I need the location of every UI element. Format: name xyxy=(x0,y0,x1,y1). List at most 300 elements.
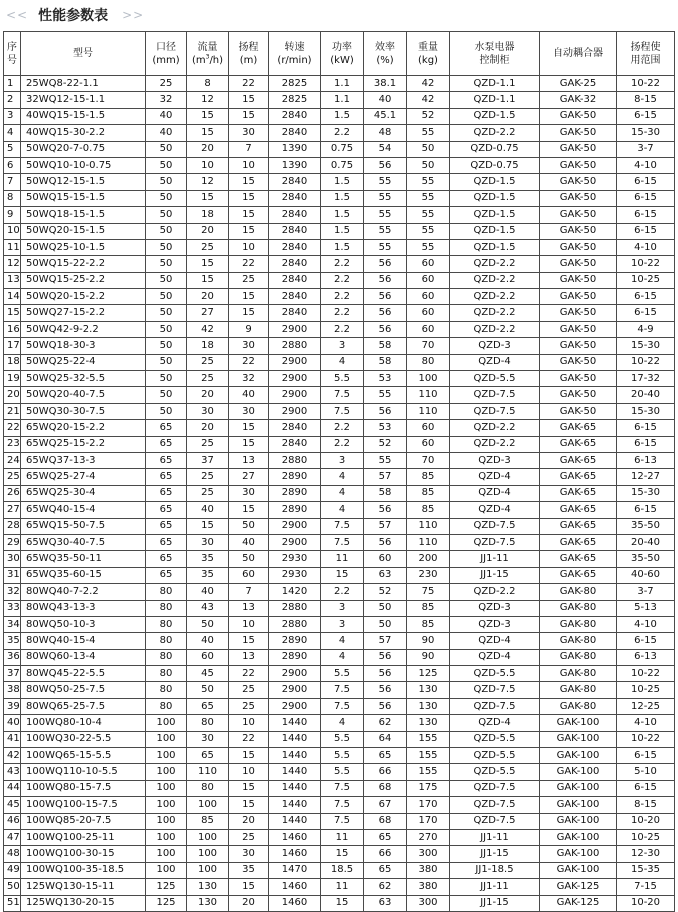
cell-head-range: 4-10 xyxy=(617,157,675,173)
cell-efficiency: 55 xyxy=(364,387,407,403)
cell-head: 7 xyxy=(229,141,269,157)
table-row xyxy=(4,534,675,550)
cell-model: 125WQ130-15-11 xyxy=(21,879,146,895)
cell-model: 80WQ50-25-7.5 xyxy=(21,682,146,698)
cell-control-cabinet: QZD-2.2 xyxy=(450,436,540,452)
cell-head-range: 6-15 xyxy=(617,748,675,764)
cell-caliber: 100 xyxy=(146,748,187,764)
cell-seq: 34 xyxy=(4,616,21,632)
cell-power: 3 xyxy=(321,338,364,354)
cell-efficiency: 65 xyxy=(364,748,407,764)
cell-auto-coupler: GAK-100 xyxy=(540,764,617,780)
cell-weight: 380 xyxy=(407,862,450,878)
cell-caliber: 50 xyxy=(146,174,187,190)
cell-flow: 25 xyxy=(187,436,229,452)
cell-caliber: 50 xyxy=(146,338,187,354)
cell-caliber: 80 xyxy=(146,616,187,632)
cell-head: 15 xyxy=(229,780,269,796)
cell-auto-coupler: GAK-50 xyxy=(540,305,617,321)
cell-seq: 40 xyxy=(4,715,21,731)
cell-head: 40 xyxy=(229,387,269,403)
table-row xyxy=(4,567,675,583)
cell-head-range: 6-15 xyxy=(617,436,675,452)
cell-speed: 2890 xyxy=(269,502,321,518)
cell-auto-coupler: GAK-32 xyxy=(540,92,617,108)
cell-seq: 49 xyxy=(4,862,21,878)
cell-speed: 2840 xyxy=(269,436,321,452)
cell-auto-coupler: GAK-50 xyxy=(540,190,617,206)
cell-seq: 12 xyxy=(4,256,21,272)
cell-speed: 2880 xyxy=(269,616,321,632)
cell-model: 65WQ20-15-2.2 xyxy=(21,420,146,436)
cell-head-range: 15-30 xyxy=(617,338,675,354)
cell-speed: 2900 xyxy=(269,403,321,419)
cell-flow: 20 xyxy=(187,387,229,403)
cell-flow: 35 xyxy=(187,551,229,567)
cell-control-cabinet: QZD-0.75 xyxy=(450,141,540,157)
cell-seq: 25 xyxy=(4,469,21,485)
cell-power: 7.5 xyxy=(321,797,364,813)
cell-auto-coupler: GAK-100 xyxy=(540,780,617,796)
cell-weight: 130 xyxy=(407,698,450,714)
table-row xyxy=(4,108,675,124)
cell-model: 50WQ10-10-0.75 xyxy=(21,157,146,173)
column-header-efficiency xyxy=(364,32,407,76)
cell-model: 100WQ110-10-5.5 xyxy=(21,764,146,780)
cell-head: 7 xyxy=(229,584,269,600)
cell-head: 22 xyxy=(229,354,269,370)
cell-head: 30 xyxy=(229,338,269,354)
cell-flow: 15 xyxy=(187,256,229,272)
cell-auto-coupler: GAK-50 xyxy=(540,321,617,337)
cell-head: 13 xyxy=(229,600,269,616)
cell-flow: 30 xyxy=(187,731,229,747)
cell-power: 4 xyxy=(321,485,364,501)
cell-head-range: 4-9 xyxy=(617,321,675,337)
cell-speed: 2840 xyxy=(269,190,321,206)
cell-seq: 15 xyxy=(4,305,21,321)
cell-model: 80WQ60-13-4 xyxy=(21,649,146,665)
cell-head-range: 10-22 xyxy=(617,731,675,747)
cell-speed: 2880 xyxy=(269,338,321,354)
cell-flow: 100 xyxy=(187,829,229,845)
cell-model: 65WQ25-15-2.2 xyxy=(21,436,146,452)
cell-model: 65WQ37-13-3 xyxy=(21,452,146,468)
cell-auto-coupler: GAK-50 xyxy=(540,174,617,190)
cell-seq: 44 xyxy=(4,780,21,796)
cell-weight: 80 xyxy=(407,354,450,370)
table-header xyxy=(4,32,675,76)
cell-model: 80WQ45-22-5.5 xyxy=(21,666,146,682)
cell-power: 7.5 xyxy=(321,518,364,534)
cell-caliber: 50 xyxy=(146,371,187,387)
cell-efficiency: 58 xyxy=(364,485,407,501)
cell-flow: 12 xyxy=(187,92,229,108)
cell-seq: 17 xyxy=(4,338,21,354)
cell-caliber: 65 xyxy=(146,469,187,485)
cell-flow: 43 xyxy=(187,600,229,616)
cell-seq: 45 xyxy=(4,797,21,813)
cell-seq: 41 xyxy=(4,731,21,747)
cell-power: 0.75 xyxy=(321,157,364,173)
cell-weight: 55 xyxy=(407,174,450,190)
cell-efficiency: 52 xyxy=(364,436,407,452)
cell-speed: 2840 xyxy=(269,272,321,288)
cell-efficiency: 63 xyxy=(364,567,407,583)
cell-efficiency: 66 xyxy=(364,846,407,862)
cell-caliber: 100 xyxy=(146,846,187,862)
table-row xyxy=(4,551,675,567)
cell-control-cabinet: QZD-3 xyxy=(450,616,540,632)
table-row xyxy=(4,731,675,747)
cell-head: 10 xyxy=(229,616,269,632)
cell-model: 40WQ15-15-1.5 xyxy=(21,108,146,124)
cell-model: 40WQ15-30-2.2 xyxy=(21,125,146,141)
cell-efficiency: 56 xyxy=(364,649,407,665)
column-header-weight xyxy=(407,32,450,76)
cell-speed: 1460 xyxy=(269,829,321,845)
cell-speed: 2840 xyxy=(269,174,321,190)
cell-head-range: 10-22 xyxy=(617,256,675,272)
cell-head: 15 xyxy=(229,879,269,895)
cell-auto-coupler: GAK-50 xyxy=(540,239,617,255)
cell-head-range: 6-13 xyxy=(617,452,675,468)
cell-flow: 27 xyxy=(187,305,229,321)
cell-caliber: 65 xyxy=(146,436,187,452)
cell-model: 50WQ42-9-2.2 xyxy=(21,321,146,337)
cell-control-cabinet: QZD-4 xyxy=(450,633,540,649)
cell-control-cabinet: QZD-1.1 xyxy=(450,92,540,108)
cell-caliber: 65 xyxy=(146,502,187,518)
table-row xyxy=(4,256,675,272)
cell-model: 65WQ30-40-7.5 xyxy=(21,534,146,550)
cell-model: 100WQ85-20-7.5 xyxy=(21,813,146,829)
cell-efficiency: 65 xyxy=(364,862,407,878)
cell-auto-coupler: GAK-50 xyxy=(540,354,617,370)
cell-seq: 7 xyxy=(4,174,21,190)
cell-efficiency: 57 xyxy=(364,518,407,534)
cell-flow: 15 xyxy=(187,518,229,534)
table-row xyxy=(4,92,675,108)
cell-power: 2.2 xyxy=(321,272,364,288)
cell-model: 50WQ20-15-2.2 xyxy=(21,289,146,305)
cell-flow: 50 xyxy=(187,616,229,632)
column-header-power xyxy=(321,32,364,76)
table-row xyxy=(4,633,675,649)
cell-power: 3 xyxy=(321,600,364,616)
cell-power: 3 xyxy=(321,452,364,468)
performance-table xyxy=(3,31,675,912)
cell-flow: 45 xyxy=(187,666,229,682)
cell-auto-coupler: GAK-65 xyxy=(540,567,617,583)
table-row xyxy=(4,813,675,829)
cell-power: 2.2 xyxy=(321,125,364,141)
cell-weight: 155 xyxy=(407,748,450,764)
cell-head-range: 6-13 xyxy=(617,649,675,665)
cell-weight: 270 xyxy=(407,829,450,845)
table-row xyxy=(4,518,675,534)
cell-control-cabinet: QZD-2.2 xyxy=(450,272,540,288)
column-header-control-cabinet xyxy=(450,32,540,76)
cell-efficiency: 55 xyxy=(364,174,407,190)
cell-model: 25WQ8-22-1.1 xyxy=(21,76,146,92)
cell-auto-coupler: GAK-100 xyxy=(540,731,617,747)
column-header-line1: 扬程 xyxy=(238,41,259,53)
cell-auto-coupler: GAK-65 xyxy=(540,502,617,518)
table-row xyxy=(4,125,675,141)
cell-weight: 52 xyxy=(407,108,450,124)
column-header-line1: 流量 xyxy=(197,41,218,53)
cell-speed: 2840 xyxy=(269,125,321,141)
cell-weight: 55 xyxy=(407,207,450,223)
cell-speed: 2840 xyxy=(269,207,321,223)
cell-flow: 100 xyxy=(187,862,229,878)
cell-weight: 170 xyxy=(407,813,450,829)
cell-speed: 1440 xyxy=(269,797,321,813)
column-header-line2: (kW) xyxy=(330,54,354,66)
cell-flow: 50 xyxy=(187,682,229,698)
cell-control-cabinet: QZD-7.5 xyxy=(450,813,540,829)
table-row xyxy=(4,223,675,239)
cell-head: 13 xyxy=(229,452,269,468)
cell-seq: 14 xyxy=(4,289,21,305)
cell-caliber: 80 xyxy=(146,682,187,698)
cell-control-cabinet: QZD-3 xyxy=(450,452,540,468)
cell-head-range: 15-30 xyxy=(617,403,675,419)
cell-power: 5.5 xyxy=(321,731,364,747)
column-header-line1: 序 xyxy=(7,41,17,53)
cell-flow: 40 xyxy=(187,502,229,518)
cell-control-cabinet: QZD-1.5 xyxy=(450,174,540,190)
column-header-flow xyxy=(187,32,229,76)
cell-head-range: 6-15 xyxy=(617,190,675,206)
cell-head: 30 xyxy=(229,125,269,141)
cell-auto-coupler: GAK-65 xyxy=(540,469,617,485)
cell-efficiency: 62 xyxy=(364,715,407,731)
cell-seq: 8 xyxy=(4,190,21,206)
cell-weight: 42 xyxy=(407,76,450,92)
cell-head: 15 xyxy=(229,108,269,124)
cell-head-range: 10-25 xyxy=(617,829,675,845)
cell-head: 15 xyxy=(229,207,269,223)
cell-caliber: 65 xyxy=(146,485,187,501)
cell-head: 13 xyxy=(229,649,269,665)
cell-model: 50WQ25-32-5.5 xyxy=(21,371,146,387)
cell-speed: 1440 xyxy=(269,748,321,764)
table-row xyxy=(4,895,675,911)
cell-flow: 15 xyxy=(187,108,229,124)
cell-control-cabinet: QZD-5.5 xyxy=(450,371,540,387)
cell-head-range: 7-15 xyxy=(617,879,675,895)
cell-weight: 60 xyxy=(407,321,450,337)
cell-seq: 36 xyxy=(4,649,21,665)
cell-power: 4 xyxy=(321,502,364,518)
cell-flow: 20 xyxy=(187,420,229,436)
cell-head-range: 5-13 xyxy=(617,600,675,616)
cell-speed: 2840 xyxy=(269,239,321,255)
cell-weight: 60 xyxy=(407,256,450,272)
cell-caliber: 100 xyxy=(146,813,187,829)
cell-speed: 2840 xyxy=(269,289,321,305)
table-row xyxy=(4,420,675,436)
cell-weight: 110 xyxy=(407,387,450,403)
right-chevrons-icon: >> xyxy=(122,8,145,22)
cell-model: 100WQ80-15-7.5 xyxy=(21,780,146,796)
cell-weight: 110 xyxy=(407,534,450,550)
cell-auto-coupler: GAK-80 xyxy=(540,649,617,665)
cell-control-cabinet: QZD-1.5 xyxy=(450,108,540,124)
cell-model: 80WQ40-15-4 xyxy=(21,633,146,649)
cell-model: 65WQ25-30-4 xyxy=(21,485,146,501)
column-header-line1: 水泵电器 xyxy=(474,41,515,53)
cell-seq: 46 xyxy=(4,813,21,829)
cell-flow: 80 xyxy=(187,715,229,731)
cell-head-range: 15-30 xyxy=(617,485,675,501)
cell-head: 15 xyxy=(229,633,269,649)
table-row xyxy=(4,797,675,813)
column-header-line1: 功率 xyxy=(332,41,352,53)
cell-auto-coupler: GAK-65 xyxy=(540,551,617,567)
cell-speed: 2900 xyxy=(269,387,321,403)
cell-control-cabinet: QZD-3 xyxy=(450,600,540,616)
cell-speed: 1440 xyxy=(269,715,321,731)
column-header-line2: (mm) xyxy=(152,54,180,66)
cell-efficiency: 55 xyxy=(364,207,407,223)
cell-weight: 50 xyxy=(407,141,450,157)
cell-caliber: 125 xyxy=(146,879,187,895)
cell-weight: 90 xyxy=(407,633,450,649)
cell-seq: 32 xyxy=(4,584,21,600)
cell-seq: 29 xyxy=(4,534,21,550)
cell-control-cabinet: JJ1-11 xyxy=(450,551,540,567)
cell-power: 4 xyxy=(321,633,364,649)
column-header-head xyxy=(229,32,269,76)
cell-speed: 2930 xyxy=(269,551,321,567)
cell-weight: 200 xyxy=(407,551,450,567)
cell-flow: 15 xyxy=(187,190,229,206)
cell-caliber: 65 xyxy=(146,534,187,550)
cell-efficiency: 56 xyxy=(364,272,407,288)
cell-auto-coupler: GAK-80 xyxy=(540,600,617,616)
cell-head: 25 xyxy=(229,698,269,714)
column-header-seq xyxy=(4,32,21,76)
cell-speed: 2840 xyxy=(269,223,321,239)
cell-efficiency: 55 xyxy=(364,452,407,468)
cell-head: 30 xyxy=(229,846,269,862)
cell-seq: 13 xyxy=(4,272,21,288)
cell-head-range: 10-25 xyxy=(617,272,675,288)
cell-power: 1.5 xyxy=(321,190,364,206)
cell-head-range: 10-22 xyxy=(617,76,675,92)
cell-head: 10 xyxy=(229,764,269,780)
cell-efficiency: 54 xyxy=(364,141,407,157)
cell-auto-coupler: GAK-50 xyxy=(540,387,617,403)
cell-control-cabinet: QZD-7.5 xyxy=(450,797,540,813)
cell-speed: 1390 xyxy=(269,157,321,173)
cell-power: 15 xyxy=(321,846,364,862)
cell-flow: 20 xyxy=(187,223,229,239)
column-header-line1: 自动耦合器 xyxy=(553,48,603,59)
cell-model: 50WQ27-15-2.2 xyxy=(21,305,146,321)
cell-model: 100WQ80-10-4 xyxy=(21,715,146,731)
cell-efficiency: 62 xyxy=(364,879,407,895)
cell-caliber: 80 xyxy=(146,698,187,714)
cell-head: 27 xyxy=(229,469,269,485)
cell-weight: 110 xyxy=(407,518,450,534)
cell-head-range: 20-40 xyxy=(617,387,675,403)
cell-head: 15 xyxy=(229,190,269,206)
cell-efficiency: 60 xyxy=(364,551,407,567)
table-row xyxy=(4,305,675,321)
cell-head-range: 12-25 xyxy=(617,698,675,714)
cell-power: 5.5 xyxy=(321,748,364,764)
cell-model: 50WQ15-15-1.5 xyxy=(21,190,146,206)
cell-power: 4 xyxy=(321,354,364,370)
cell-model: 100WQ100-30-15 xyxy=(21,846,146,862)
cell-flow: 80 xyxy=(187,780,229,796)
cell-power: 11 xyxy=(321,879,364,895)
cell-control-cabinet: QZD-4 xyxy=(450,469,540,485)
table-row xyxy=(4,584,675,600)
cell-model: 80WQ43-13-3 xyxy=(21,600,146,616)
cell-speed: 2840 xyxy=(269,305,321,321)
cell-speed: 2890 xyxy=(269,469,321,485)
cell-control-cabinet: QZD-7.5 xyxy=(450,534,540,550)
cell-efficiency: 55 xyxy=(364,239,407,255)
cell-seq: 38 xyxy=(4,682,21,698)
cell-weight: 70 xyxy=(407,452,450,468)
cell-head-range: 6-15 xyxy=(617,207,675,223)
cell-power: 4 xyxy=(321,469,364,485)
cell-head: 30 xyxy=(229,403,269,419)
cell-seq: 19 xyxy=(4,371,21,387)
cell-weight: 300 xyxy=(407,846,450,862)
cell-power: 7.5 xyxy=(321,403,364,419)
cell-head-range: 6-15 xyxy=(617,305,675,321)
cell-power: 2.2 xyxy=(321,584,364,600)
cell-flow: 40 xyxy=(187,584,229,600)
table-row xyxy=(4,715,675,731)
cell-efficiency: 48 xyxy=(364,125,407,141)
cell-efficiency: 56 xyxy=(364,321,407,337)
cell-head: 10 xyxy=(229,715,269,731)
cell-control-cabinet: QZD-1.5 xyxy=(450,207,540,223)
cell-seq: 48 xyxy=(4,846,21,862)
column-header-head-range xyxy=(617,32,675,76)
cell-head-range: 6-15 xyxy=(617,223,675,239)
table-row xyxy=(4,321,675,337)
cell-seq: 30 xyxy=(4,551,21,567)
cell-head: 30 xyxy=(229,485,269,501)
table-row xyxy=(4,272,675,288)
cell-flow: 60 xyxy=(187,649,229,665)
cell-auto-coupler: GAK-65 xyxy=(540,485,617,501)
cell-auto-coupler: GAK-65 xyxy=(540,534,617,550)
cell-control-cabinet: QZD-2.2 xyxy=(450,305,540,321)
cell-head: 50 xyxy=(229,551,269,567)
cell-power: 1.5 xyxy=(321,239,364,255)
cell-control-cabinet: QZD-1.5 xyxy=(450,239,540,255)
cell-flow: 37 xyxy=(187,452,229,468)
cell-flow: 15 xyxy=(187,125,229,141)
table-row xyxy=(4,207,675,223)
cell-seq: 47 xyxy=(4,829,21,845)
cell-head: 15 xyxy=(229,436,269,452)
cell-control-cabinet: QZD-2.2 xyxy=(450,321,540,337)
cell-caliber: 65 xyxy=(146,518,187,534)
cell-head-range: 6-15 xyxy=(617,420,675,436)
header-row xyxy=(4,32,675,76)
